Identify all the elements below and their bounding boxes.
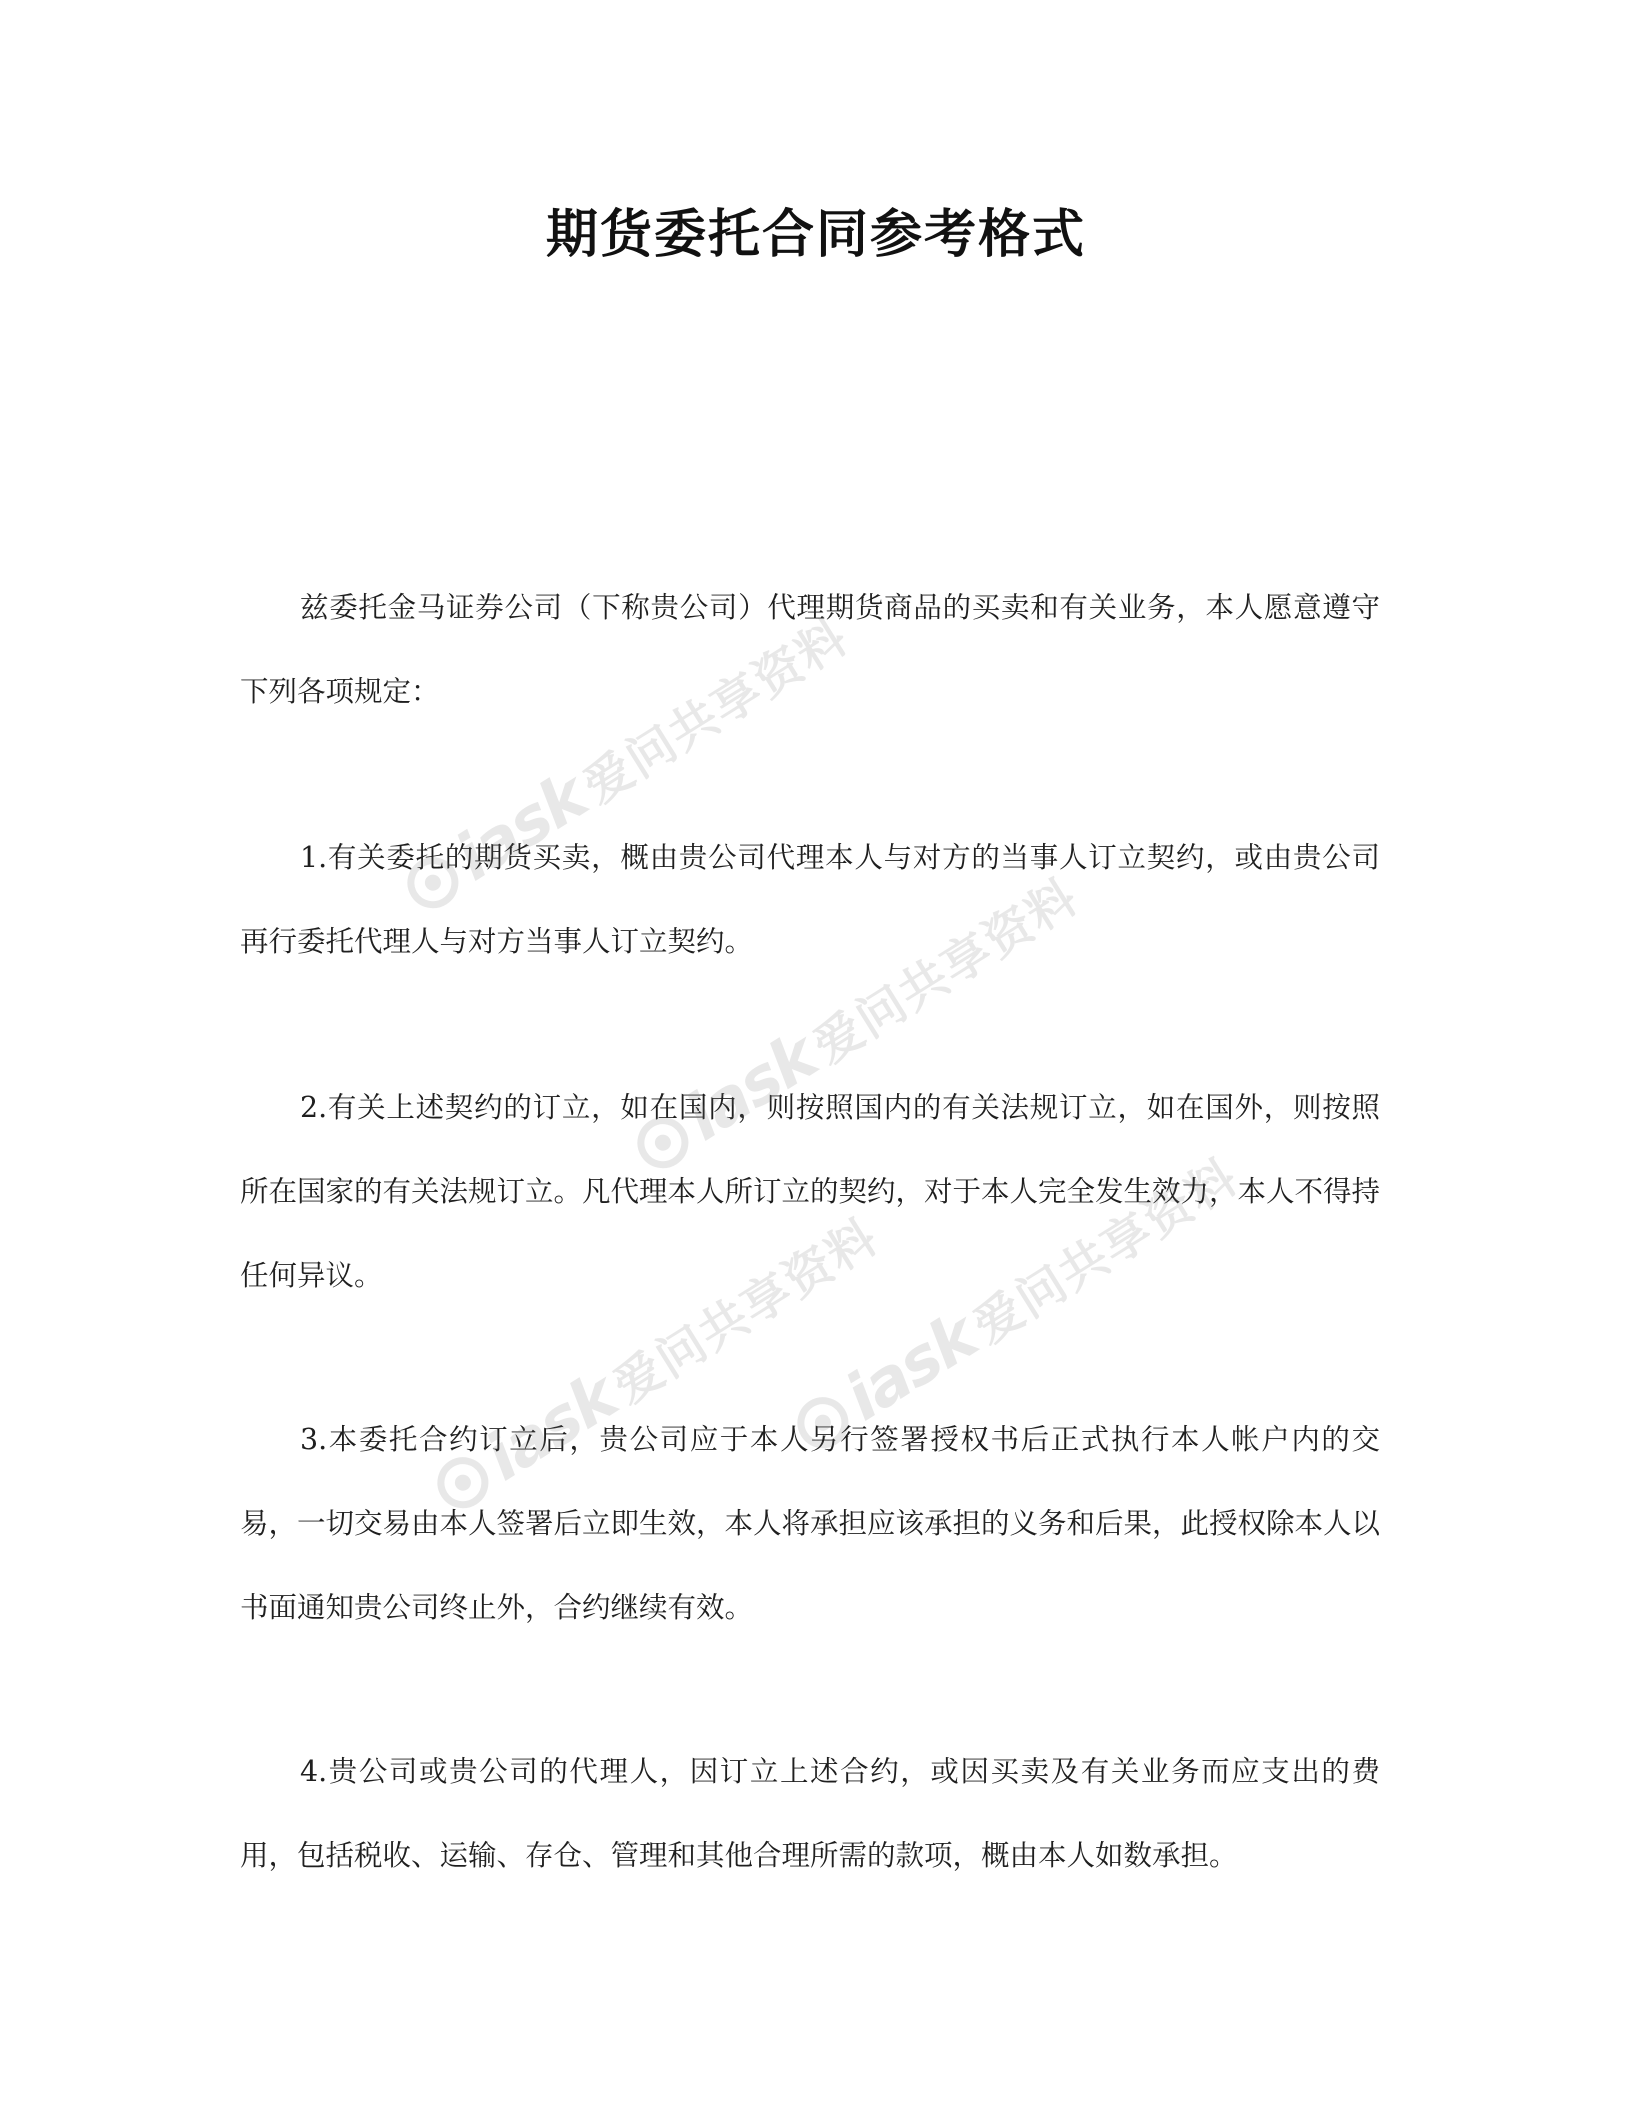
watermark-brand: iask <box>472 1359 630 1496</box>
watermark-brand: iask <box>832 1299 990 1436</box>
watermark-brand: iask <box>442 759 600 896</box>
watermark-text: 爱问共享资料 <box>573 607 858 815</box>
clause-4-paragraph: 4.贵公司或贵公司的代理人，因订立上述合约，或因买卖及有关业务而应支出的费用，包括税收、运输、存仓、管理和其他合理所需的款项，概由本人如数承担。 <box>240 1755 1380 1872</box>
clause-2-paragraph: 2.有关上述契约的订立，如在国内，则按照国内的有关法规订立，如在国外，则按照所在国家的有关法规订立。凡代理本人所订立的契约，对于本人完全发生效力，本人不得持任何异议。 <box>240 1091 1381 1292</box>
document-title: 期货委托合同参考格式 <box>545 205 1086 265</box>
clause-1-paragraph: 1.有关委托的期货买卖，概由贵公司代理本人与对方的当事人订立契约，或由贵公司再行委托代理人与对方当事人订立契约。 <box>240 841 1380 958</box>
watermark-brand: iask <box>672 1019 830 1156</box>
intro-paragraph: 兹委托金马证券公司（下称贵公司）代理期货商品的买卖和有关业务，本人愿意遵守下列各项规定： <box>240 591 1380 708</box>
watermark-text: 爱问共享资料 <box>803 867 1088 1075</box>
clause-3-paragraph: 3.本委托合约订立后，贵公司应于本人另行签署授权书后正式执行本人帐户内的交易，一切交易由本人签署后立即生效，本人将承担应该承担的义务和后果，此授权除本人以书面通知贵公司终止外，合约继续有效。 <box>240 1423 1381 1624</box>
watermark-text: 爱问共享资料 <box>963 1147 1248 1355</box>
watermark-text: 爱问共享资料 <box>603 1207 888 1415</box>
